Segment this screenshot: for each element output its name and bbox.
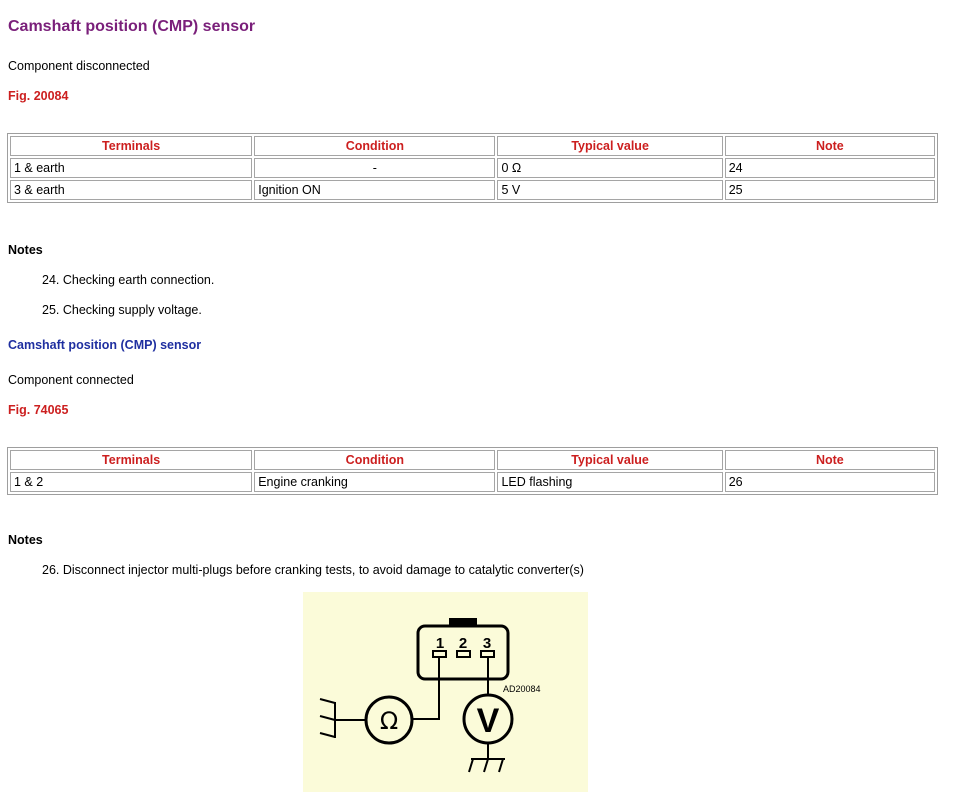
ohmmeter-symbol: Ω [379, 707, 399, 735]
pin-label-1: 1 [435, 635, 445, 652]
header-note: Note [725, 450, 935, 470]
table-row [10, 158, 935, 178]
earth-symbol-left [320, 699, 335, 738]
fig-reference-2: Fig. 74065 [8, 403, 69, 417]
note-item: 25. Checking supply voltage. [42, 303, 202, 317]
pin-label-3: 3 [482, 635, 492, 652]
table-row [10, 180, 935, 200]
cell-note: 24 [725, 158, 935, 178]
header-typical-value: Typical value [497, 450, 722, 470]
header-condition: Condition [254, 136, 495, 156]
test-table-connected [7, 447, 938, 495]
cell-terminals: 1 & 2 [10, 472, 252, 492]
cell-typical-value: 0 Ω [497, 158, 722, 178]
note-item: 26. Disconnect injector multi-plugs before cranking tests, to avoid damage to catalytic converter(s) [42, 563, 584, 577]
header-note: Note [725, 136, 935, 156]
wiring-diagram [303, 592, 588, 792]
test-table-disconnected [7, 133, 938, 203]
component-state-connected: Component connected [8, 373, 134, 387]
page-title: Camshaft position (CMP) sensor [8, 18, 256, 35]
cell-condition: Engine cranking [254, 472, 495, 492]
cell-note: 25 [725, 180, 935, 200]
header-terminals: Terminals [10, 136, 252, 156]
cell-condition: - [254, 158, 495, 178]
diagram-code: AD20084 [503, 684, 541, 694]
diagram-svg [303, 592, 588, 792]
cell-terminals: 3 & earth [10, 180, 252, 200]
fig-reference-1: Fig. 20084 [8, 89, 69, 103]
cell-typical-value: LED flashing [497, 472, 722, 492]
header-terminals: Terminals [10, 450, 252, 470]
cell-typical-value: 5 V [497, 180, 722, 200]
component-state-disconnected: Component disconnected [8, 59, 150, 73]
voltmeter-symbol: V [476, 702, 500, 740]
pin-terminal-3 [481, 651, 494, 657]
table-header-row [10, 136, 935, 156]
header-typical-value: Typical value [497, 136, 722, 156]
notes-heading-1: Notes [8, 243, 43, 257]
earth-symbol-bottom [469, 759, 505, 772]
table-header-row [10, 450, 935, 470]
cell-note: 26 [725, 472, 935, 492]
notes-heading-2: Notes [8, 533, 43, 547]
section-title-2: Camshaft position (CMP) sensor [8, 338, 202, 352]
cell-condition: Ignition ON [254, 180, 495, 200]
note-item: 24. Checking earth connection. [42, 273, 215, 287]
cell-terminals: 1 & earth [10, 158, 252, 178]
pin-label-2: 2 [458, 635, 468, 652]
table-row [10, 472, 935, 492]
header-condition: Condition [254, 450, 495, 470]
pin-terminal-1 [433, 651, 446, 657]
pin-terminal-2 [457, 651, 470, 657]
